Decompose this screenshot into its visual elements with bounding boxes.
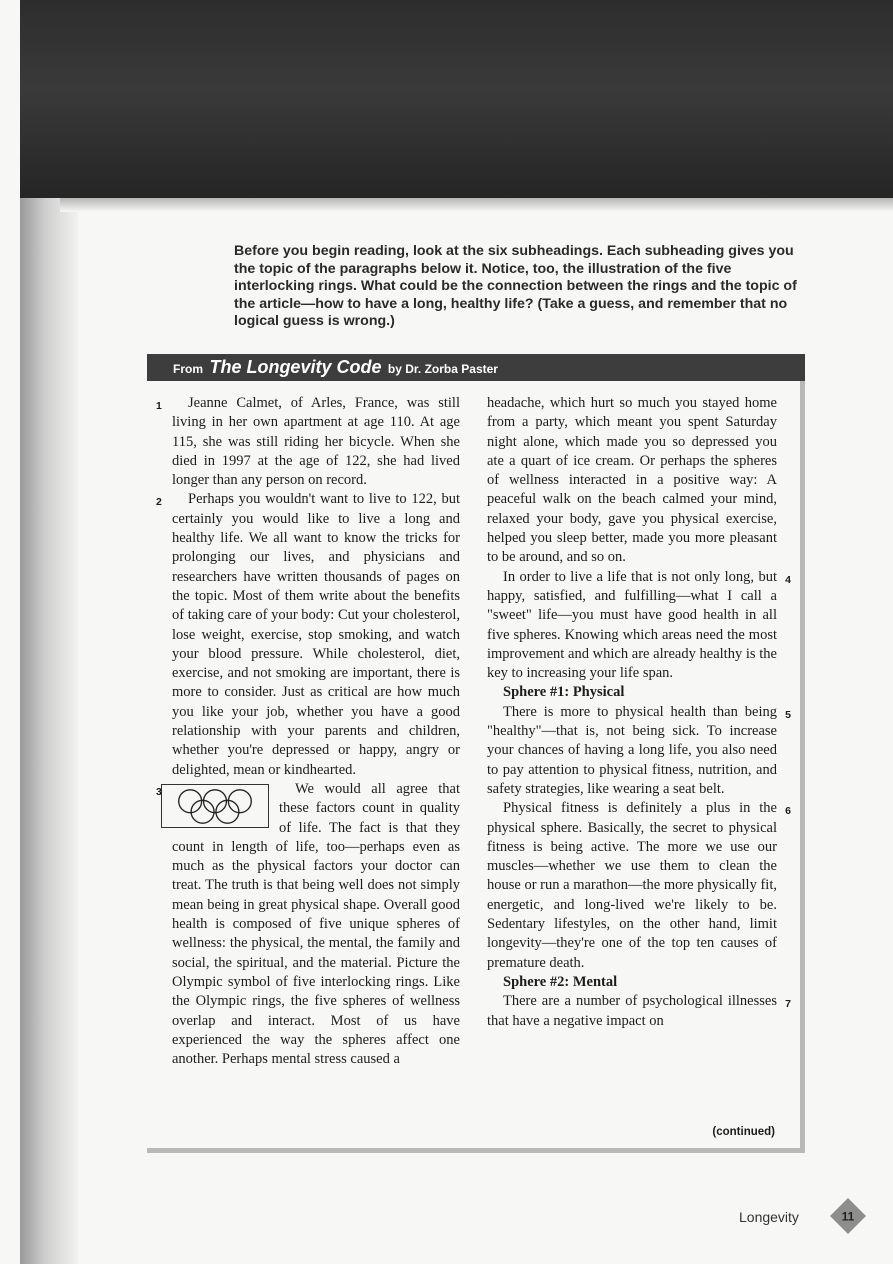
page-top-shadow	[60, 198, 893, 212]
paragraph-number: 4	[785, 573, 791, 586]
paragraph-text: Perhaps you wouldn't want to live to 122, but certainly you would like to live a long and healthy life. We all want to know the tricks for prolonging our lives, and physicians and researchers have written thousands of pages on the topic. Most of them write about the benefits of taking care of your body: Cut your cholesterol, lose weight, exercise, stop smoking, and watch your blood pressure. While cholesterol, diet, exercise, and not smoking are important, there is more to consider. Just as critical are how much you like your job, whether you have a good relationship with your parents and children, whether you're depressed or happy, angry or delighted, mean or kindhearted.	[172, 491, 460, 778]
olympic-rings-icon	[161, 784, 269, 828]
page-number-badge	[830, 1198, 866, 1234]
footer-section-label: Longevity	[739, 1209, 799, 1225]
source-title: The Longevity Code	[209, 357, 382, 377]
paragraph-number: 1	[156, 400, 162, 412]
source-banner	[147, 354, 805, 381]
paragraph-5	[487, 703, 791, 799]
rings-illustration	[161, 784, 271, 830]
paragraph-text: There are a number of psychological illnesses that have a negative impact on	[487, 993, 777, 1029]
article-column-left	[156, 394, 460, 1069]
subheading-sphere-2: Sphere #2: Mental	[503, 973, 618, 990]
paragraph-7	[487, 992, 791, 1031]
source-author: by Dr. Zorba Paster	[387, 362, 498, 376]
dark-page-band	[20, 0, 893, 198]
page-gutter-shadow	[20, 198, 78, 1264]
paragraph-text: Jeanne Calmet, of Arles, France, was still living in her own apartment at age 110. At age 115, she was still riding her bicycle. When she died in 1997 at the age of 122, she had lived longer than any person on record.	[172, 395, 460, 489]
paragraph-text: In order to live a life that is not only long, but happy, satisfied, and fulfilling—what I call a "sweet" life—you must have good health in all five spheres. Knowing which areas need the most improvement and which are already healthy is the key to increasing your life span.	[487, 568, 777, 682]
subheading-sphere-1: Sphere #1: Physical	[503, 684, 625, 701]
paragraph-4	[487, 568, 791, 684]
source-from-label: From	[173, 362, 203, 376]
continued-label: (continued)	[712, 1126, 775, 1138]
paragraph-number: 3	[156, 785, 162, 798]
pre-reading-prompt: Before you begin reading, look at the six subheadings. Each subheading gives you the topic of the paragraphs below it. Notice, too, the illustration of the five interlocking rings. What could be the connection between the rings and the topic of the article—how to have a long, healthy life? (Take a guess, and remember that no logical guess is wrong.)	[234, 243, 797, 329]
paragraph-text: There is more to physical health than being "healthy"—that is, not being sick. To increase your chances of having a long life, you also need to pay attention to physical fitness, nutrition, and safety strategies, like wearing a seat belt.	[487, 703, 777, 797]
paragraph-number: 6	[785, 805, 791, 818]
paragraph-1	[156, 394, 460, 490]
paragraph-text: Physical fitness is definitely a plus in the physical sphere. Basically, the secret to physical fitness is being active. The more we use our muscles—whether we use them to clean the house or run a marathon—the more physically fit, energetic, and long-lived we're likely to be. Sedentary lifestyles, on the other hand, limit longevity—they're one of the top ten causes of premature death.	[487, 800, 777, 971]
paragraph-3-continued: headache, which hurt so much you stayed home from a party, which meant you spent Saturday night alone, which made you so depressed you ate a quart of ice cream. Or perhaps the spheres of wellness interacted in a positive way: A peaceful walk on the beach calmed your mind, relaxed your body, gave you physical exercise, helped you sleep better, made you more pleasant to be around, and so on.	[487, 395, 777, 566]
paragraph-3	[156, 780, 460, 1069]
paragraph-number: 5	[785, 708, 791, 721]
paragraph-number: 2	[156, 496, 162, 509]
paragraph-number: 7	[785, 998, 791, 1011]
page-number: 11	[841, 1209, 855, 1224]
paragraph-2	[156, 490, 460, 779]
paragraph-6	[487, 799, 791, 973]
paragraph-text: We would all agree that these factors count in quality of life. The fact is that they count in length of life, too—perhaps even as much as the physical factors your doctor can treat. The truth is that being well does not simply mean being in great physical shape. Overall good health is composed of five unique spheres of wellness: the physical, the mental, the family and social, the spiritual, and the material. Picture the Olympic symbol of five interlocking rings. Like the Olympic rings, the five spheres of wellness overlap and interact. Most of us have experienced the way the spheres affect one another. Perhaps mental stress caused a	[172, 780, 460, 1068]
article-column-right	[487, 394, 791, 1031]
